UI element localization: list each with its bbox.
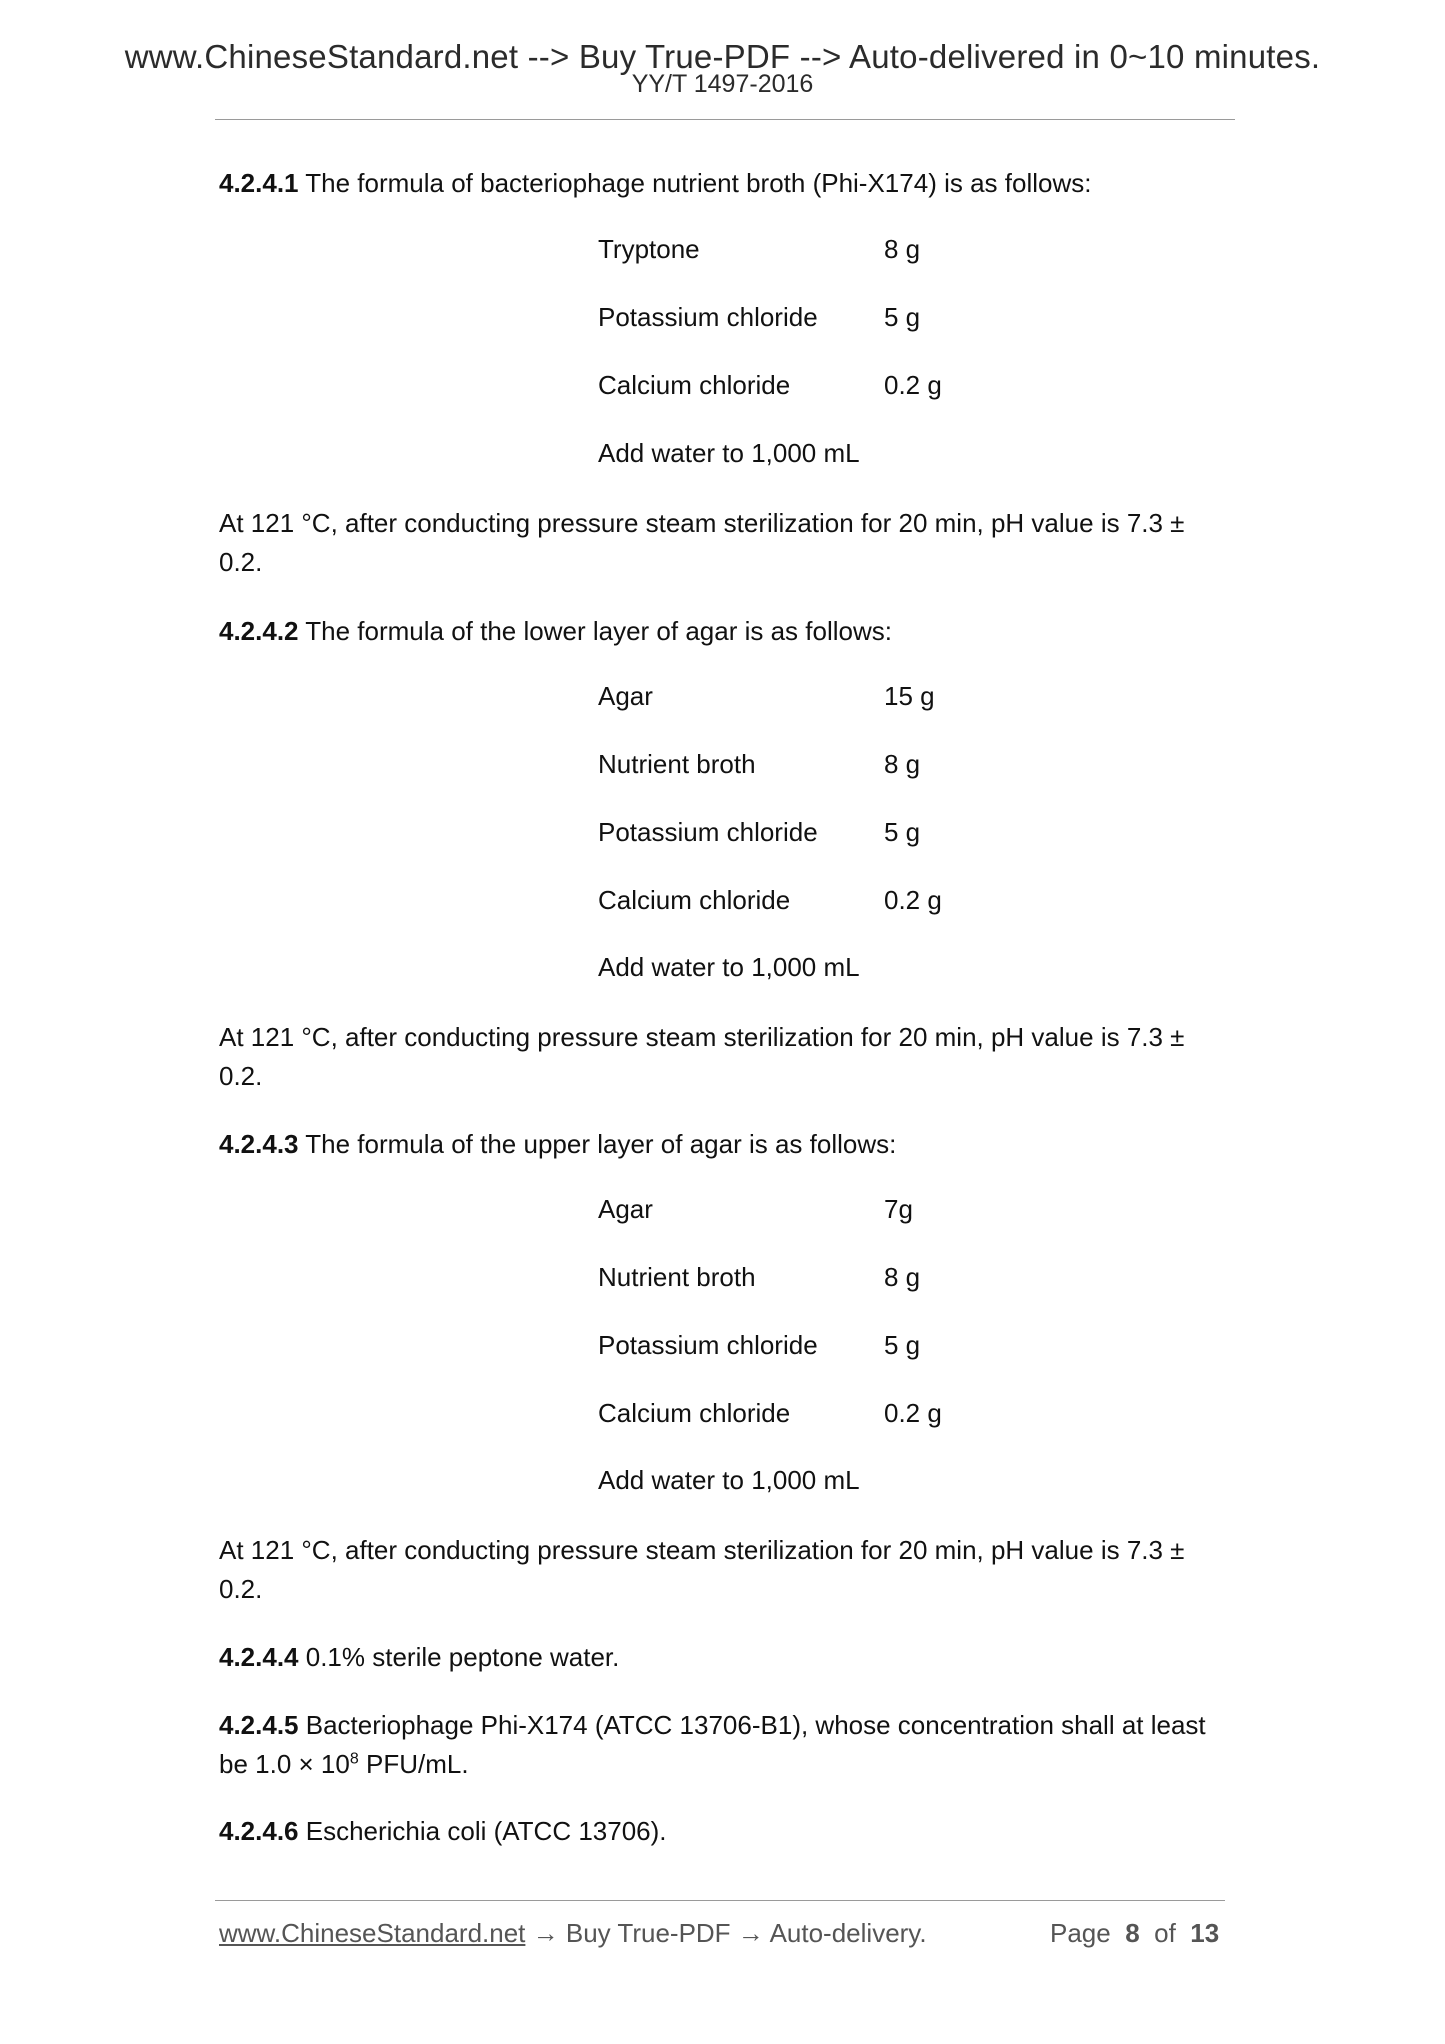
section-number: 4.2.4.6	[219, 1816, 299, 1846]
section-number: 4.2.4.1	[219, 168, 299, 198]
note-line: 0.2.	[219, 1061, 263, 1091]
ingredient-quantity: 5 g	[884, 817, 921, 847]
of-label: of	[1154, 1918, 1176, 1948]
note-line: 0.2.	[219, 547, 263, 577]
ingredient-name: Nutrient broth	[598, 1262, 756, 1292]
sterilization-note	[219, 1531, 1239, 1609]
ingredient-name: Agar	[598, 1194, 653, 1224]
ingredient-quantity: 0.2 g	[884, 370, 942, 400]
item-bacteriophage	[219, 1706, 1239, 1784]
ingredient-name: Potassium chloride	[598, 817, 818, 847]
ingredient-name: Calcium chloride	[598, 1398, 791, 1428]
document-id: YY/T 1497-2016	[631, 70, 814, 98]
ingredient-quantity: 0.2 g	[884, 1398, 942, 1428]
page-total: 13	[1190, 1918, 1220, 1948]
section-number: 4.2.4.5	[219, 1710, 299, 1740]
section-heading	[219, 164, 1239, 203]
footer-divider	[215, 1900, 1225, 1901]
section-heading	[219, 1125, 1239, 1164]
ingredient-name: Potassium chloride	[598, 1330, 818, 1360]
note-line: At 121 °C, after conducting pressure steam sterilization for 20 min, pH value is 7.3 ±	[219, 508, 1185, 538]
section-heading-text: The formula of the upper layer of agar is as follows:	[298, 1129, 897, 1159]
footer-site-link[interactable]: www.ChineseStandard.net	[219, 1918, 526, 1948]
ingredient-name: Add water to 1,000 mL	[598, 438, 860, 468]
footer-promo	[219, 1918, 927, 1949]
ingredient-quantity: 7g	[884, 1194, 913, 1224]
note-line: At 121 °C, after conducting pressure steam sterilization for 20 min, pH value is 7.3 ±	[219, 1535, 1185, 1565]
section-number: 4.2.4.4	[219, 1642, 299, 1672]
section-heading	[219, 612, 1239, 651]
item-text: Escherichia coli (ATCC 13706).	[298, 1816, 667, 1846]
item-text: Bacteriophage Phi-X174 (ATCC 13706-B1), whose concentration shall at least	[298, 1710, 1206, 1740]
ingredient-name: Add water to 1,000 mL	[598, 1465, 860, 1495]
page-indicator	[1050, 1918, 1219, 1949]
ingredient-quantity: 8 g	[884, 749, 921, 779]
sterilization-note	[219, 504, 1239, 582]
site-banner: www.ChineseStandard.net --> Buy True-PDF --> Auto-delivered in 0~10 minutes.	[124, 38, 1321, 75]
ingredient-quantity: 5 g	[884, 302, 921, 332]
item-text: 0.1% sterile peptone water.	[298, 1642, 620, 1672]
section-heading-text: The formula of the lower layer of agar is as follows:	[298, 616, 892, 646]
section-heading-text: The formula of bacteriophage nutrient broth (Phi-X174) is as follows:	[298, 168, 1092, 198]
exponent: 8	[349, 1750, 359, 1768]
ingredient-name: Calcium chloride	[598, 370, 791, 400]
page-label: Page	[1050, 1918, 1111, 1948]
ingredient-quantity: 15 g	[884, 681, 935, 711]
ingredient-quantity: 8 g	[884, 234, 921, 264]
footer-promo-text: → Buy True-PDF → Auto-delivery.	[525, 1918, 927, 1948]
note-line: At 121 °C, after conducting pressure steam sterilization for 20 min, pH value is 7.3 ±	[219, 1022, 1185, 1052]
item-escherichia-coli	[219, 1812, 1239, 1851]
ingredient-name: Calcium chloride	[598, 885, 791, 915]
ingredient-quantity: 5 g	[884, 1330, 921, 1360]
note-line: 0.2.	[219, 1574, 263, 1604]
section-number: 4.2.4.2	[219, 616, 299, 646]
ingredient-name: Tryptone	[598, 234, 700, 264]
page-number: 8	[1125, 1918, 1140, 1948]
ingredient-quantity: 0.2 g	[884, 885, 942, 915]
ingredient-name: Agar	[598, 681, 653, 711]
sterilization-note	[219, 1018, 1239, 1096]
item-text: be 1.0 × 10	[219, 1749, 350, 1779]
ingredient-name: Add water to 1,000 mL	[598, 952, 860, 982]
item-text: PFU/mL.	[358, 1749, 469, 1779]
ingredient-quantity: 8 g	[884, 1262, 921, 1292]
ingredient-name: Potassium chloride	[598, 302, 818, 332]
section-number: 4.2.4.3	[219, 1129, 299, 1159]
ingredient-name: Nutrient broth	[598, 749, 756, 779]
item-peptone-water	[219, 1638, 1239, 1677]
